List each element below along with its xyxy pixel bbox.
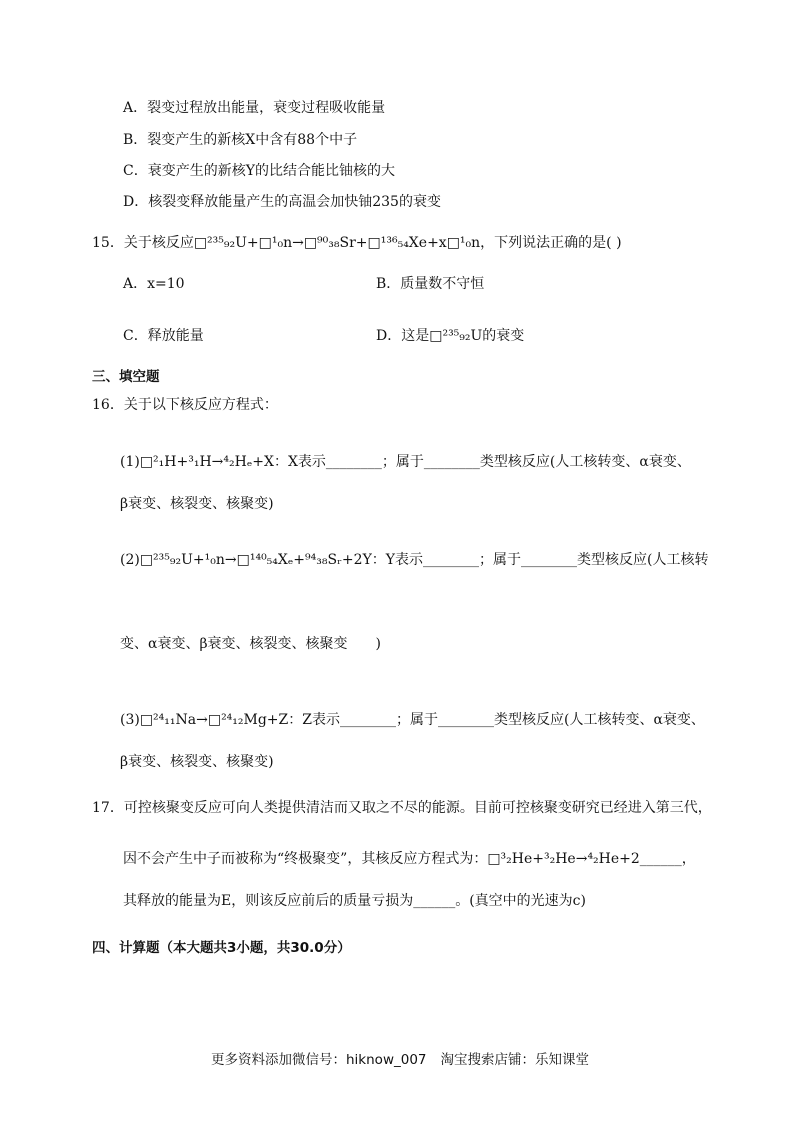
q17-line2: 因不会产生中子而被称为“终极聚变”，其核反应方程式为：□³₂He+³₂He→⁴₂He+2______，: [123, 851, 696, 867]
q16-part2-line2: 变、α衰变、β衰变、核裂变、核聚变 ): [120, 636, 382, 652]
q15-option-a: A．x=10: [123, 276, 185, 292]
q16-part1-line2: β衰变、核裂变、核聚变): [120, 496, 274, 512]
section-4-title: 四、计算题（本大题共3小题，共30.0分）: [92, 940, 351, 956]
footer-wechat: 更多资料添加微信号：hiknow_007: [211, 1052, 427, 1068]
q14-option-c: C．衰变产生的新核Y的比结合能比铀核的大: [123, 163, 395, 179]
q15-option-d: D．这是□²³⁵₉₂U的衰变: [376, 328, 525, 344]
q16-part3-line2: β衰变、核裂变、核聚变): [120, 754, 274, 770]
q14-option-a: A．裂变过程放出能量，衰变过程吸收能量: [123, 100, 386, 116]
q16-part3-line1: (3)□²⁴₁₁Na→□²⁴₁₂Mg+Z：Z表示________；属于________类型核反应(人工核转变、α衰变、: [120, 712, 705, 728]
q14-option-d: D．核裂变释放能量产生的高温会加快铀235的衰变: [123, 194, 441, 210]
footer-taobao: 淘宝搜索店铺：乐知课堂: [440, 1052, 589, 1068]
q16-part1-line1: (1)□²₁H+³₁H→⁴₂Hₑ+X：X表示________；属于________类型核反应(人工核转变、α衰变、: [120, 454, 691, 470]
q17-line3: 其释放的能量为E，则该反应前后的质量亏损为______。(真空中的光速为c): [123, 893, 586, 909]
q15-stem: 15．关于核反应□²³⁵₉₂U+□¹₀n→□⁹⁰₃₈Sr+□¹³⁶₅₄Xe+x□¹₀n，下列说法正确的是( ): [92, 235, 622, 251]
q16-stem: 16．关于以下核反应方程式：: [92, 397, 278, 413]
q15-option-b: B．质量数不守恒: [376, 276, 485, 292]
q16-part2-line1: (2)□²³⁵₉₂U+¹₀n→□¹⁴⁰₅₄Xₑ+⁹⁴₃₈Sᵣ+2Y：Y表示________；属于________类型核反应(人工核转: [120, 552, 709, 568]
q15-option-c: C．释放能量: [123, 328, 204, 344]
page-footer: [0, 1048, 800, 1068]
q17-line1: 17．可控核聚变反应可向人类提供清洁而又取之不尽的能源。目前可控核聚变研究已经进入第三代，: [92, 800, 712, 816]
section-3-title: 三、填空题: [92, 369, 160, 385]
q14-option-b: B．裂变产生的新核X中含有88个中子: [123, 132, 358, 148]
